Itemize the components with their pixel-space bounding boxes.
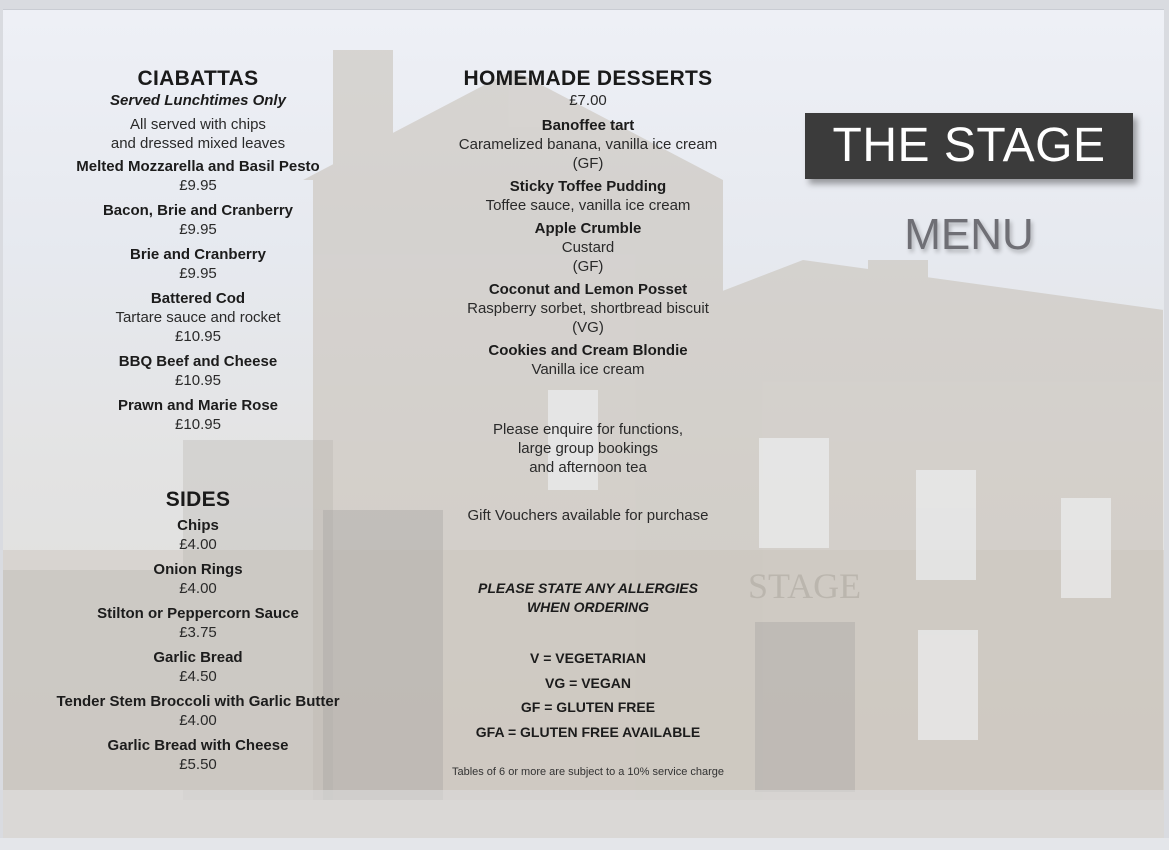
item-description: Tartare sauce and rocket	[115, 309, 281, 326]
service-charge-note: Tables of 6 or more are subject to a 10% service charge	[451, 766, 725, 778]
ciabattas-note-1: All served with chips	[130, 116, 266, 133]
item-name: Tender Stem Broccoli with Garlic Butter	[56, 693, 340, 710]
item-name: Prawn and Marie Rose	[117, 397, 279, 414]
ciabattas-note-2: and dressed mixed leaves	[110, 135, 286, 152]
item-name: Garlic Bread	[153, 649, 243, 666]
menu-title: MENU	[904, 210, 1034, 259]
item-price: £4.00	[179, 712, 217, 729]
item-price: £10.95	[175, 328, 221, 345]
item-name: Apple Crumble	[534, 220, 642, 237]
menu-item	[423, 219, 753, 276]
item-diet-tag: (GF)	[572, 258, 604, 275]
legend-item: VG = VEGAN	[545, 674, 631, 691]
item-name: Garlic Bread with Cheese	[107, 737, 289, 754]
enquiry-line: and afternoon tea	[529, 459, 647, 476]
item-description: Toffee sauce, vanilla ice cream	[485, 197, 691, 214]
item-price: £9.95	[179, 177, 217, 194]
ciabattas-heading: CIABATTAS	[137, 67, 259, 90]
enquiry-line: large group bookings	[517, 440, 659, 457]
menu-item	[48, 396, 348, 434]
item-price: £5.50	[179, 756, 217, 773]
item-name: Bacon, Brie and Cranberry	[102, 202, 294, 219]
menu-item	[48, 692, 348, 730]
desserts-column	[423, 67, 753, 379]
ciabattas-subheading: Served Lunchtimes Only	[110, 92, 286, 109]
menu-item	[423, 280, 753, 337]
item-description: Caramelized banana, vanilla ice cream	[458, 136, 718, 153]
item-price: £10.95	[175, 416, 221, 433]
menu-item	[48, 560, 348, 598]
menu-item	[423, 116, 753, 173]
menu-item	[48, 245, 348, 283]
item-price: £9.95	[179, 221, 217, 238]
legend-item: GFA = GLUTEN FREE AVAILABLE	[475, 723, 701, 740]
bottom-strip	[0, 838, 1169, 850]
item-price: £4.00	[179, 536, 217, 553]
item-price: £10.95	[175, 372, 221, 389]
sides-column	[48, 488, 348, 774]
item-price: £4.50	[179, 668, 217, 685]
item-name: Stilton or Peppercorn Sauce	[97, 605, 299, 622]
item-price: £4.00	[179, 580, 217, 597]
allergy-line: WHEN ORDERING	[526, 599, 650, 615]
item-description: Vanilla ice cream	[531, 361, 645, 378]
menu-item	[48, 352, 348, 390]
item-name: Cookies and Cream Blondie	[488, 342, 688, 359]
gift-vouchers-note: Gift Vouchers available for purchase	[467, 507, 709, 524]
menu-item	[48, 516, 348, 554]
menu-item	[423, 341, 753, 379]
ciabattas-column	[48, 67, 348, 434]
legend-item: GF = GLUTEN FREE	[520, 699, 656, 715]
allergy-line: PLEASE STATE ANY ALLERGIES	[478, 580, 698, 596]
item-name: Sticky Toffee Pudding	[509, 178, 667, 195]
item-name: Banoffee tart	[541, 117, 635, 134]
brand-logo-title: THE STAGE	[805, 113, 1133, 179]
menu-item	[48, 289, 348, 346]
item-name: Onion Rings	[153, 561, 243, 578]
item-price: £9.95	[179, 265, 217, 282]
desserts-price: £7.00	[569, 92, 607, 109]
menu-item	[48, 736, 348, 774]
enquiry-line: Please enquire for functions,	[492, 421, 684, 438]
item-diet-tag: (VG)	[572, 319, 604, 336]
desserts-heading: HOMEMADE DESSERTS	[463, 67, 713, 90]
item-description: Custard	[561, 239, 615, 256]
dietary-legend	[423, 646, 753, 744]
item-name: Battered Cod	[150, 290, 246, 307]
menu-item	[423, 177, 753, 215]
building-sign-text: STAGE	[748, 566, 862, 606]
item-name: Melted Mozzarella and Basil Pesto	[76, 158, 320, 175]
menu-item	[48, 157, 348, 195]
item-name: BBQ Beef and Cheese	[118, 353, 278, 370]
item-price: £3.75	[179, 624, 217, 641]
menu-item	[48, 604, 348, 642]
functions-enquiry-note	[423, 420, 753, 477]
sides-heading: SIDES	[165, 488, 231, 511]
item-name: Coconut and Lemon Posset	[488, 281, 688, 298]
item-name: Chips	[177, 517, 219, 534]
menu-item	[48, 648, 348, 686]
legend-item: V = VEGETARIAN	[529, 650, 647, 666]
menu-sheet	[3, 9, 1164, 838]
item-name: Brie and Cranberry	[130, 246, 266, 263]
allergy-notice	[423, 579, 753, 617]
menu-item	[48, 201, 348, 239]
item-diet-tag: (GF)	[572, 155, 604, 172]
item-description: Raspberry sorbet, shortbread biscuit	[467, 300, 709, 317]
